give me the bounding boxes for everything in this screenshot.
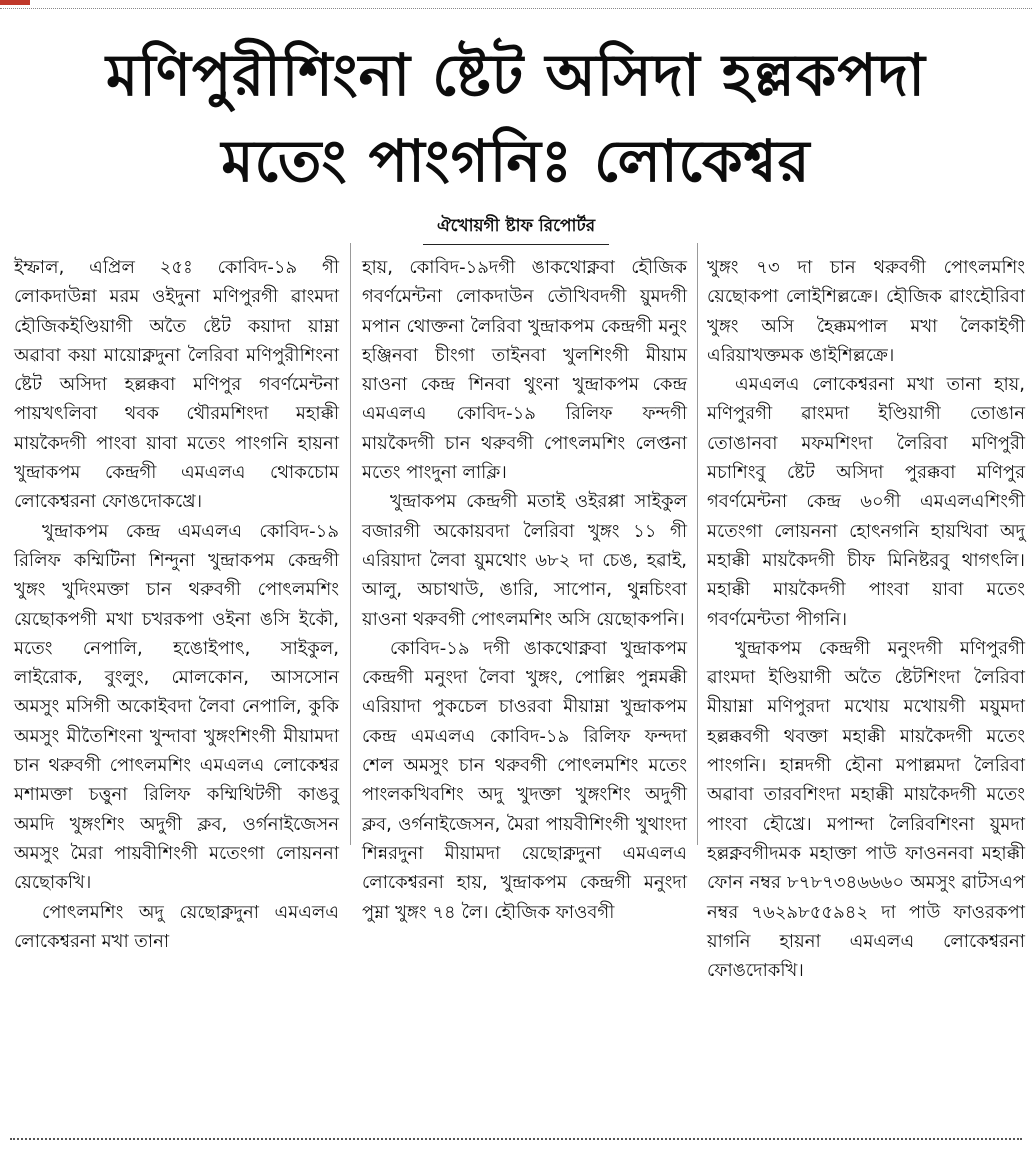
- bottom-dotted-rule: [10, 1138, 1022, 1140]
- column-3-paragraph-2: এমএলএ লোকেশ্বরনা মখা তানা হায়, মণিপুরগী ৱাংমদা ইণ্ডিয়াগী তোঙান তোঙানবা মফমশিংদা লৈরিবা মণিপুরী মচাশিংবু ষ্টেট অসিদা পুরক্কবা মণিপুর গবর্ণমেন্টনা কেন্দ্র ৬০গী এমএলএশিংগী মতেংগা লোয়ননা হোৎনগনি হায়খিবা অদু মহাক্কী মায়কৈদগী চীফ মিনিষ্টরবু থাগৎলি। মহাক্কী মায়কৈদগী পাংবা য়াবা মতেং গবর্ণমেন্টতা পীগনি।: [707, 374, 1025, 630]
- column-divider-1: [350, 243, 351, 845]
- headline-line-1: মণিপুরীশিংনা ষ্টেট অসিদা হল্লকপদা: [106, 41, 926, 109]
- column-1-paragraph-2: খুন্দ্রাকপম কেন্দ্র এমএলএ কোবিদ-১৯ রিলিফ কম্মিটিনা শিন্দুনা খুন্দ্রাকপম কেন্দ্রগী খুঙ্গং খুদিংমক্তা চান থরুবগী পোৎলমশিং য়েছোকপগী মখা চখরকপা ওইনা ঙসি ইকৌ, মতেং নেপালি, হঙোইপাৎ, সাইকুল, লাইরোক, বুংলুং, মোলকোন, আসসোন অমসুং মসিগী অকোইবদা লৈবা নেপালি, কুকি অমসুং মীতৈশিংনা খুন্দাবা খুঙ্গংশিংগী মীয়ামদা চান থরুবগী পোৎলমশিং এমএলএ লোকেশ্বর মশামক্তা চত্তুনা রিলিফ কম্মিথিটগী কাঙবু অমদি খুঙ্গংশিং অদুগী ক্লব, ওর্গনাইজেসন অমসুং মৈরা পায়বীশিংগী মতেংগা লোয়ননা য়েছোকখি।: [14, 520, 339, 894]
- column-divider-2: [697, 243, 698, 845]
- column-3-paragraph-1: খুঙ্গং ৭৩ দা চান থরুবগী পোৎলমশিং য়েছোকপা লোইশিল্লক্রে। হৌজিক ৱাংহৌরিবা খুঙ্গং অসি হৈক্কমপাল মখা লৈকাইগী এরিয়াখক্তমক ঙাইশিল্লক্রে।: [707, 257, 1025, 366]
- article-headline: [0, 32, 1032, 204]
- column-2-paragraph-3: কোবিদ-১৯ দগী ঙাকথোক্নবা খুন্দ্রাকপম কেন্দ্রগী মনুংদা লৈবা খুঙ্গং, পোল্লিং পুন্নমক্কী এরিয়াদা পুকচেল চাওরবা মীয়াম্না খুন্দ্রাকপম কেন্দ্র এমএলএ কোবিদ-১৯ রিলিফ ফন্দদা শেল অমসুং চান থরুবগী পোৎলমশিং মতেং পাংলকখিবশিং অদু খুদক্তা খুঙ্গংশিং অদুগী ক্লব, ওর্গনাইজেসন, মৈরা পায়বীশিংগী খুথাংদা শিন্নরদুনা মীয়ামদা য়েছোক্নদুনা এমএলএ লোকেশ্বরনা হায়, খুন্দ্রাকপম কেন্দ্রগী মনুংদা পুম্না খুঙ্গং ৭৪ লৈ। হৌজিক ফাওবগী: [362, 637, 687, 923]
- column-2-paragraph-1: হায়, কোবিদ-১৯দগী ঙাকথোক্নবা হৌজিক গবর্ণমেন্টনা লোকদাউন তৌখিবদগী য়ুমদগী মপান থোক্তনা লৈরিবা খুন্দ্রাকপম কেন্দ্রগী মনুং হঞ্জিনবা চীংগা তাইনবা খুলশিংগী মীয়াম য়াওনা কেন্দ্র শিনবা থুংনা খুন্দ্রাকপম কেন্দ্র এমএলএ কোবিদ-১৯ রিলিফ ফন্দগী মায়কৈদগী চান থরুবগী পোৎলমশিং লেপ্তনা মতেং পাংদুনা লাক্লি।: [362, 257, 687, 484]
- column-3-paragraph-3: খুন্দ্রাকপম কেন্দ্রগী মনুংদগী মণিপুরগী ৱাংমদা ইণ্ডিয়াগী অতৈ ষ্টেটশিংদা লৈরিবা মীয়াম্না মণিপুরদা মখোয় মখোয়গী ময়ুমদা হল্লক্কবগী থবক্তা মহাক্কী মায়কৈদগী মতেং পাংগনি। হান্নদগী হৌনা মপাল্লমদা লৈরিবা অৱাবা তারবশিংদা মহাক্কী মায়কৈদগী মতেং পাংবা হৌখ্রে। মপান্দা লৈরিবশিংনা য়ুমদা হল্লক্নবগীদমক মহাক্তা পাউ ফাওননবা মহাক্কী ফোন নম্বর ৮৭৮৭৩৪৬৬৬০ অমসুং ৱাটসএপ নম্বর ৭৬২৯৮৫৫৯৪২ দা পাউ ফাওরকপা য়াগনি হায়না এমএলএ লোকেশ্বরনা ফোঙদোকখি।: [707, 637, 1025, 982]
- headline-line-2: মতেং পাংগনিঃ লোকেশ্বর: [221, 127, 811, 195]
- article-column-2: [362, 253, 687, 923]
- top-border-rule: [0, 0, 1032, 9]
- article-column-3: [707, 253, 1025, 982]
- column-1-paragraph-1: ইম্ফাল, এপ্রিল ২৫ঃ কোবিদ-১৯ গী লোকদাউন্না মরম ওইদুনা মণিপুরগী ৱাংমদা হৌজিকইণ্ডিয়াগী অতৈ ষ্টেট কয়াদা য়াম্না অৱাবা কয়া মায়োক্নদুনা লৈরিবা মণিপুরীশিংনা ষ্টেট অসিদা হল্লক্কবা মণিপুর গবর্ণমেন্টনা পায়খৎলিবা থবক থৌরমশিংদা মহাক্কী মায়কৈদগী পাংবা য়াবা মতেং পাংগনি হায়না খুন্দ্রাকপম কেন্দ্রগী এমএলএ থোকচোম লোকেশ্বরনা ফোঙদোকখ্রে।: [14, 257, 339, 513]
- column-1-paragraph-3: পোৎলমশিং অদু য়েছোক্নদুনা এমএলএ লোকেশ্বরনা মখা তানা: [14, 901, 339, 952]
- byline-text: ঐখোয়গী ষ্টাফ রিপোর্টর: [423, 213, 609, 245]
- byline: [0, 213, 1032, 245]
- article-column-1: [14, 253, 339, 952]
- column-2-paragraph-2: খুন্দ্রাকপম কেন্দ্রগী মতাই ওইরপ্পা সাইকুল বজারগী অকোয়বদা লৈরিবা খুঙ্গং ১১ গী এরিয়াদা লৈবা য়ুমথোং ৬৮২ দা চেঙ, হৱাই, আলু, অচাথাউ, ঙারি, সাপোন, থুন্নচিংবা য়াওনা থরুবগী পোৎলমশিং অসি য়েছোকপনি।: [362, 491, 687, 630]
- masthead-accent-mark: [0, 0, 30, 5]
